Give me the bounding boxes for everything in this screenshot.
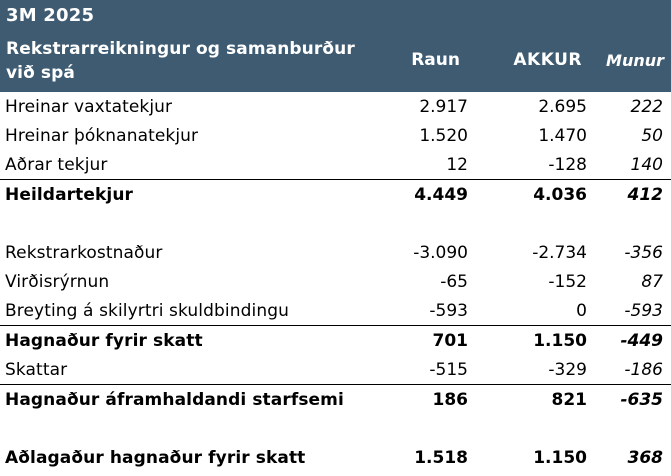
- value-raun: 4.449: [414, 185, 468, 205]
- column-header-munur: Munur: [606, 51, 664, 70]
- table-header: [0, 0, 671, 92]
- value-akkur: 1.150: [533, 331, 587, 351]
- value-munur: 87: [641, 272, 663, 292]
- value-munur: 50: [641, 126, 663, 146]
- value-akkur: 4.036: [533, 185, 587, 205]
- row-label: Breyting á skilyrtri skuldbindingu: [5, 301, 289, 321]
- table-title: [6, 37, 355, 85]
- value-akkur: 1.150: [533, 448, 587, 468]
- value-munur: -186: [624, 360, 663, 380]
- value-munur: 222: [630, 97, 663, 117]
- value-munur: 368: [627, 448, 663, 468]
- value-raun: -515: [429, 360, 468, 380]
- column-header-raun: Raun: [411, 50, 460, 70]
- value-raun: 12: [446, 155, 468, 175]
- value-akkur: -2.734: [532, 243, 587, 263]
- value-munur: -635: [620, 390, 663, 410]
- value-raun: -3.090: [413, 243, 468, 263]
- row-label: Hreinar vaxtatekjur: [5, 97, 173, 117]
- value-akkur: -128: [548, 155, 587, 175]
- value-raun: 2.917: [419, 97, 468, 117]
- table-row-total: [0, 443, 671, 472]
- table-row-total: [0, 385, 671, 414]
- value-raun: 1.518: [414, 448, 468, 468]
- table-row: [0, 355, 671, 384]
- row-label: Hagnaður áframhaldandi starfsemi: [5, 390, 344, 410]
- table-row-total: [0, 326, 671, 355]
- value-munur: 412: [627, 185, 663, 205]
- table-row-total: [0, 180, 671, 209]
- table-row: [0, 267, 671, 296]
- period-label: 3M 2025: [6, 5, 95, 26]
- value-akkur: -329: [548, 360, 587, 380]
- column-header-akkur: AKKUR: [513, 50, 582, 70]
- row-label: Aðlagaður hagnaður fyrir skatt: [5, 448, 306, 468]
- row-label: Skattar: [5, 360, 68, 380]
- row-label: Virðisrýrnun: [5, 272, 110, 292]
- table-row: [0, 296, 671, 325]
- table-title-line2: við spá: [6, 63, 75, 83]
- value-raun: 701: [432, 331, 468, 351]
- row-label: Rekstrarkostnaður: [5, 243, 163, 263]
- value-akkur: 2.695: [538, 97, 587, 117]
- row-label: Hreinar þóknanatekjur: [5, 126, 199, 146]
- value-raun: 186: [432, 390, 468, 410]
- value-munur: -449: [620, 331, 663, 351]
- table-title-line1: Rekstrarreikningur og samanburður: [6, 39, 355, 59]
- row-label: Heildartekjur: [5, 185, 134, 205]
- value-raun: -593: [429, 301, 468, 321]
- value-raun: -65: [440, 272, 468, 292]
- table-row: [0, 238, 671, 267]
- table-row: [0, 150, 671, 179]
- value-munur: -356: [624, 243, 663, 263]
- value-munur: 140: [630, 155, 663, 175]
- row-label: Hagnaður fyrir skatt: [5, 331, 203, 351]
- value-akkur: 1.470: [538, 126, 587, 146]
- value-akkur: -152: [548, 272, 587, 292]
- value-munur: -593: [624, 301, 663, 321]
- value-akkur: 821: [551, 390, 587, 410]
- value-raun: 1.520: [419, 126, 468, 146]
- table-row: [0, 121, 671, 150]
- table-row: [0, 92, 671, 121]
- value-akkur: 0: [576, 301, 587, 321]
- row-label: Aðrar tekjur: [5, 155, 108, 175]
